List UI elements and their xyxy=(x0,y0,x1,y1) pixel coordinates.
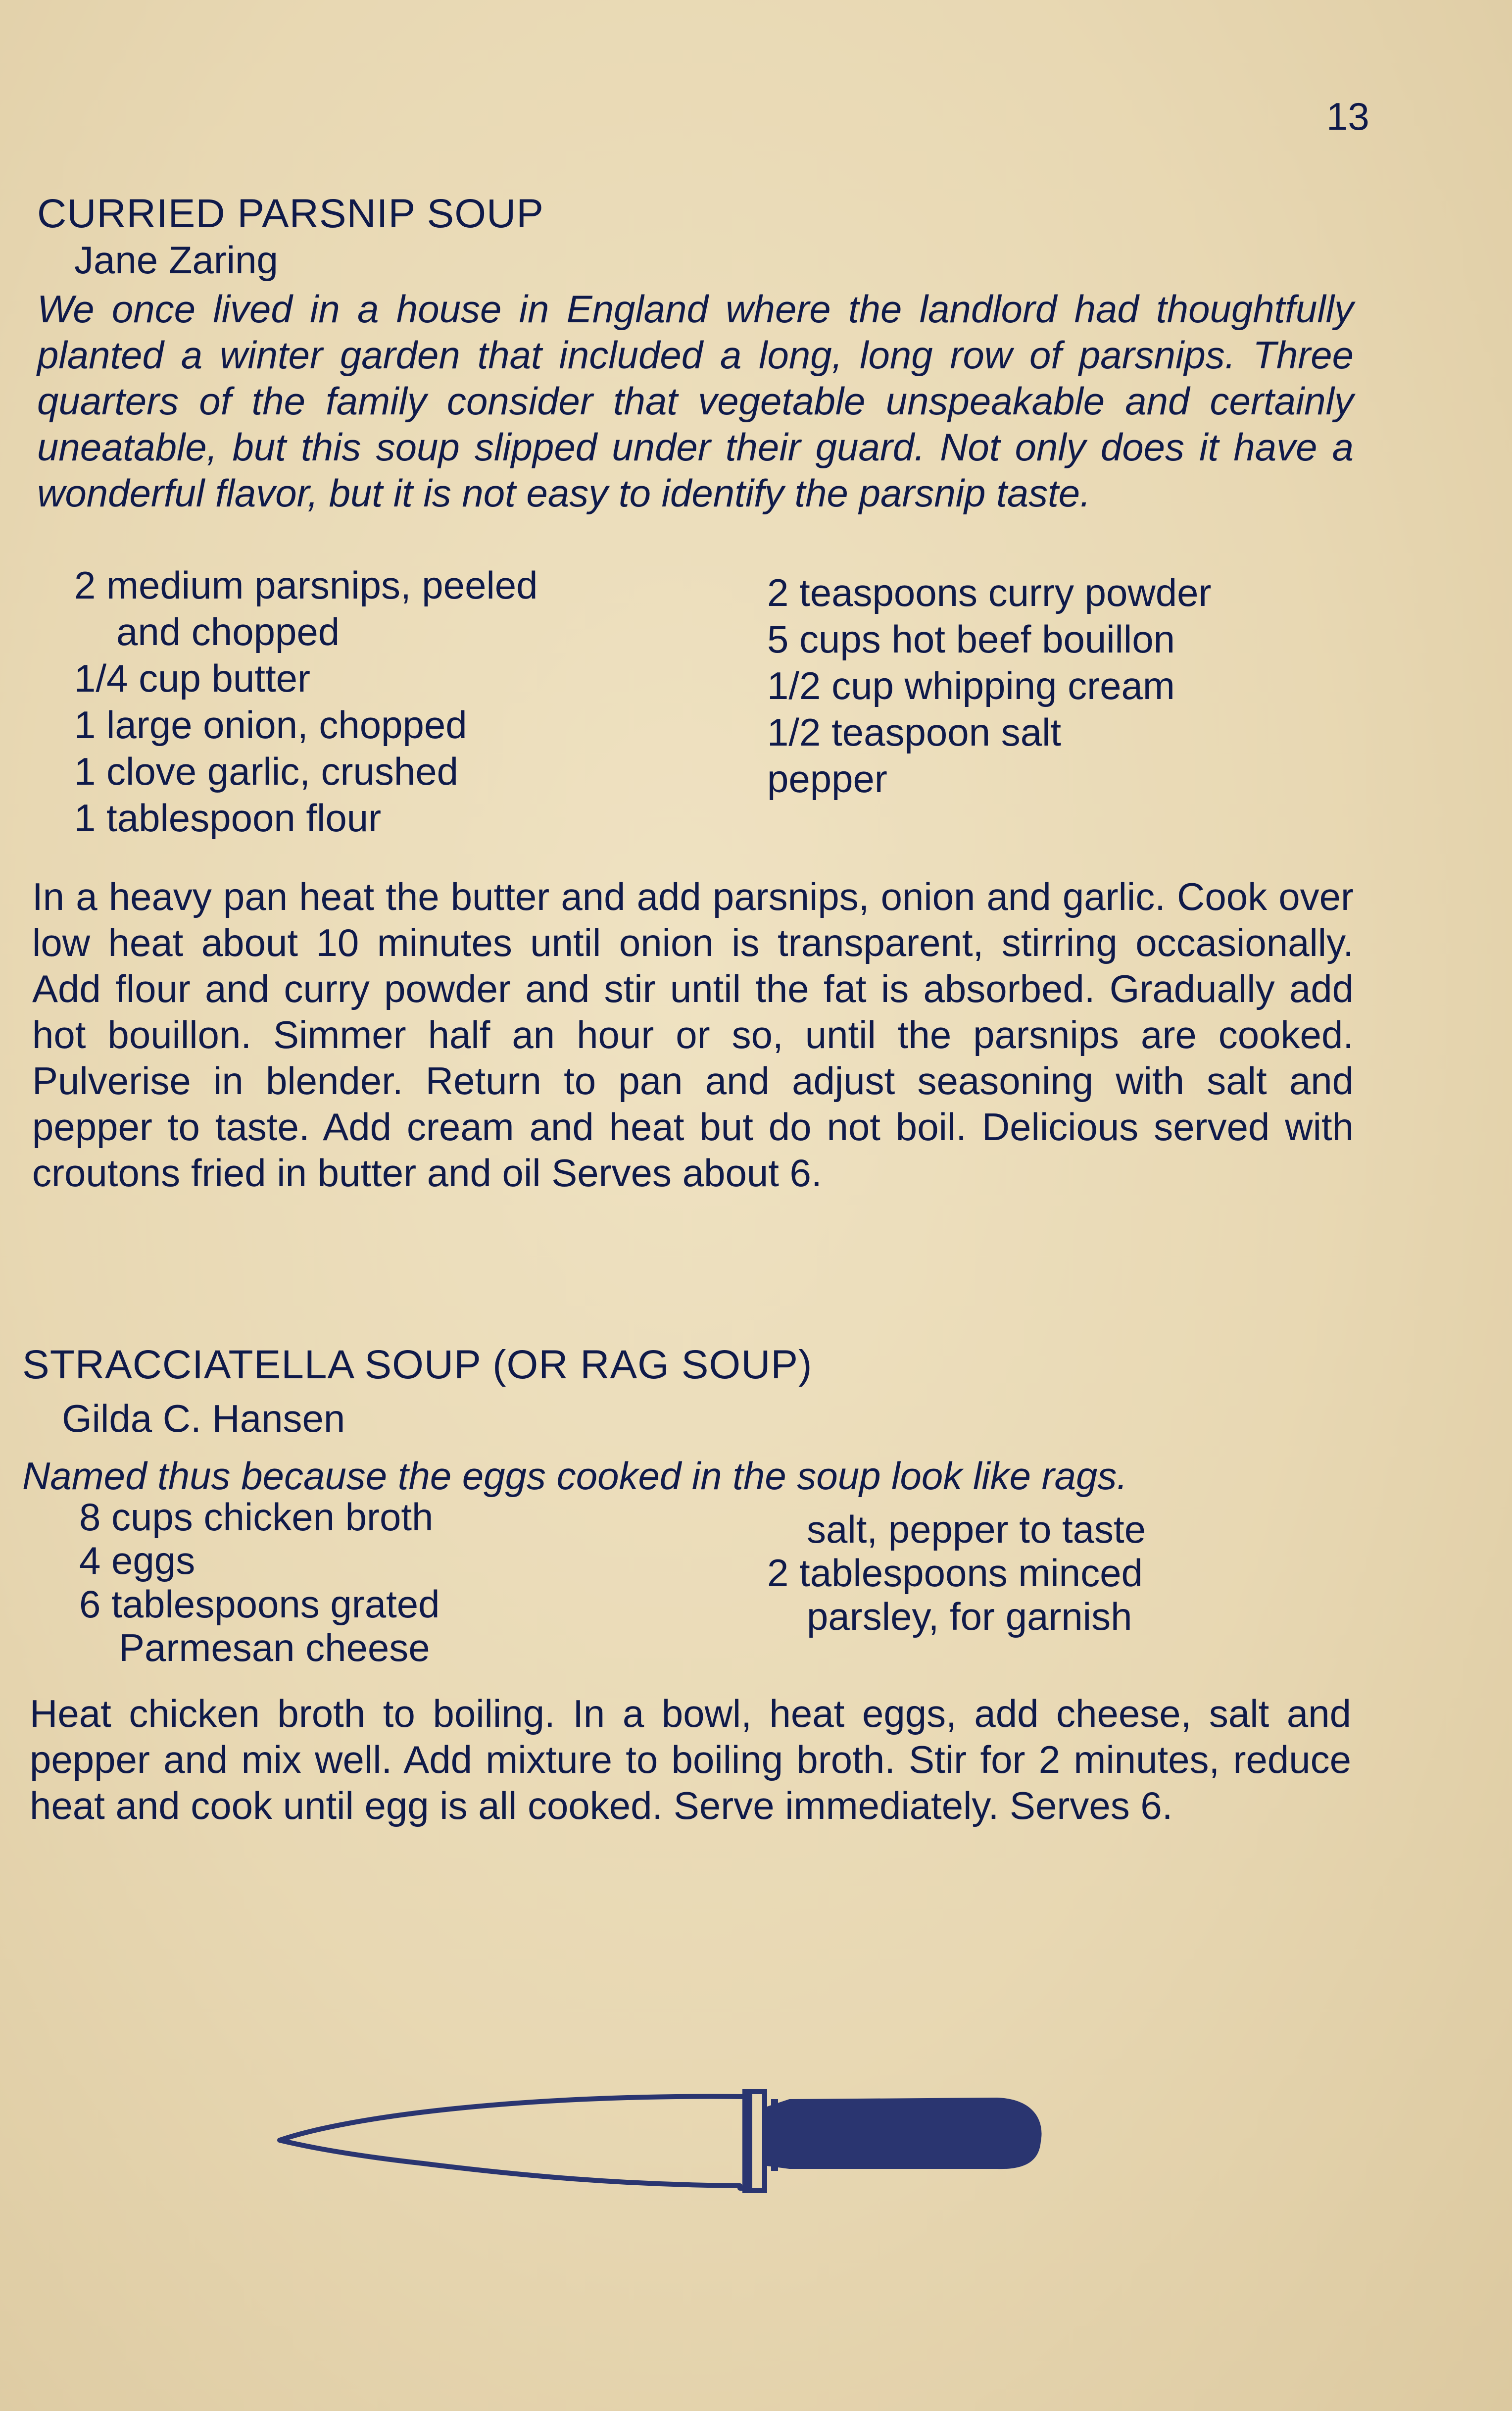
ingredient-item: 6 tablespoons grated xyxy=(79,1582,440,1626)
ingredient-item: 1 large onion, chopped xyxy=(74,703,467,747)
recipe-method: Heat chicken broth to boiling. In a bowl, heat eggs, add cheese, salt and pepper and mix well. Add mixture to boiling broth. Stir for 2 minutes, reduce heat and cook until egg is all cooked. Serve immediately. Serves 6. xyxy=(30,1692,1351,1827)
recipe-intro: Named thus because the eggs cooked in the soup look like rags. xyxy=(22,1454,1128,1498)
ingredient-item: 1 tablespoon flour xyxy=(74,796,382,840)
ingredient-item: 8 cups chicken broth xyxy=(79,1495,434,1539)
ingredient-item: 5 cups hot beef bouillon xyxy=(767,617,1175,661)
knife-icon xyxy=(275,2072,1047,2215)
recipe-title: CURRIED PARSNIP SOUP xyxy=(37,191,544,236)
ingredient-item: and chopped xyxy=(116,610,340,653)
ingredient-item: 1 clove garlic, crushed xyxy=(74,750,459,793)
recipe-author: Gilda C. Hansen xyxy=(62,1397,345,1440)
ingredient-item: 1/2 cup whipping cream xyxy=(767,664,1175,707)
ingredient-item: 2 tablespoons minced xyxy=(767,1551,1143,1595)
ingredient-item: Parmesan cheese xyxy=(119,1626,430,1669)
ingredient-item: 4 eggs xyxy=(79,1539,195,1582)
ingredient-list-left xyxy=(74,562,538,841)
ingredient-list-left xyxy=(79,1495,440,1669)
ingredient-list-right xyxy=(767,1507,1146,1638)
ingredient-item: 1/4 cup butter xyxy=(74,656,310,700)
ingredient-item: parsley, for garnish xyxy=(807,1595,1132,1638)
ingredient-list-right xyxy=(767,569,1212,802)
recipe-intro: We once lived in a house in England where the landlord had thoughtfully planted a winter garden that included a long, long row of parsnips. Three quarters of the family consider that vegetable unspeakable and certainly uneatable, but this soup slipped under their guard. Not only does it have a wonderful flavor, but it is not easy to identify the parsnip taste. xyxy=(37,287,1354,515)
ingredient-item: 2 teaspoons curry powder xyxy=(767,571,1212,614)
recipe-author: Jane Zaring xyxy=(74,238,278,282)
page-number: 13 xyxy=(1326,95,1369,138)
ingredient-item: 1/2 teaspoon salt xyxy=(767,710,1062,754)
ingredient-item: pepper xyxy=(767,757,887,801)
ingredient-item: salt, pepper to taste xyxy=(807,1507,1146,1551)
ingredient-item: 2 medium parsnips, peeled xyxy=(74,563,538,607)
recipe-method: In a heavy pan heat the butter and add parsnips, onion and garlic. Cook over low heat about 10 minutes until onion is transparent, stirring occasionally. Add flour and curry powder and stir until the fat is absorbed. Gradually add hot bouillon. Simmer half an hour or so, until the parsnips are cooked. Pulverise in blender. Return to pan and adjust seasoning with salt and pepper to taste. Add cream and heat but do not boil. Delicious served with croutons fried in butter and oil Serves about 6. xyxy=(32,875,1354,1195)
recipe-title: STRACCIATELLA SOUP (OR RAG SOUP) xyxy=(22,1342,813,1387)
